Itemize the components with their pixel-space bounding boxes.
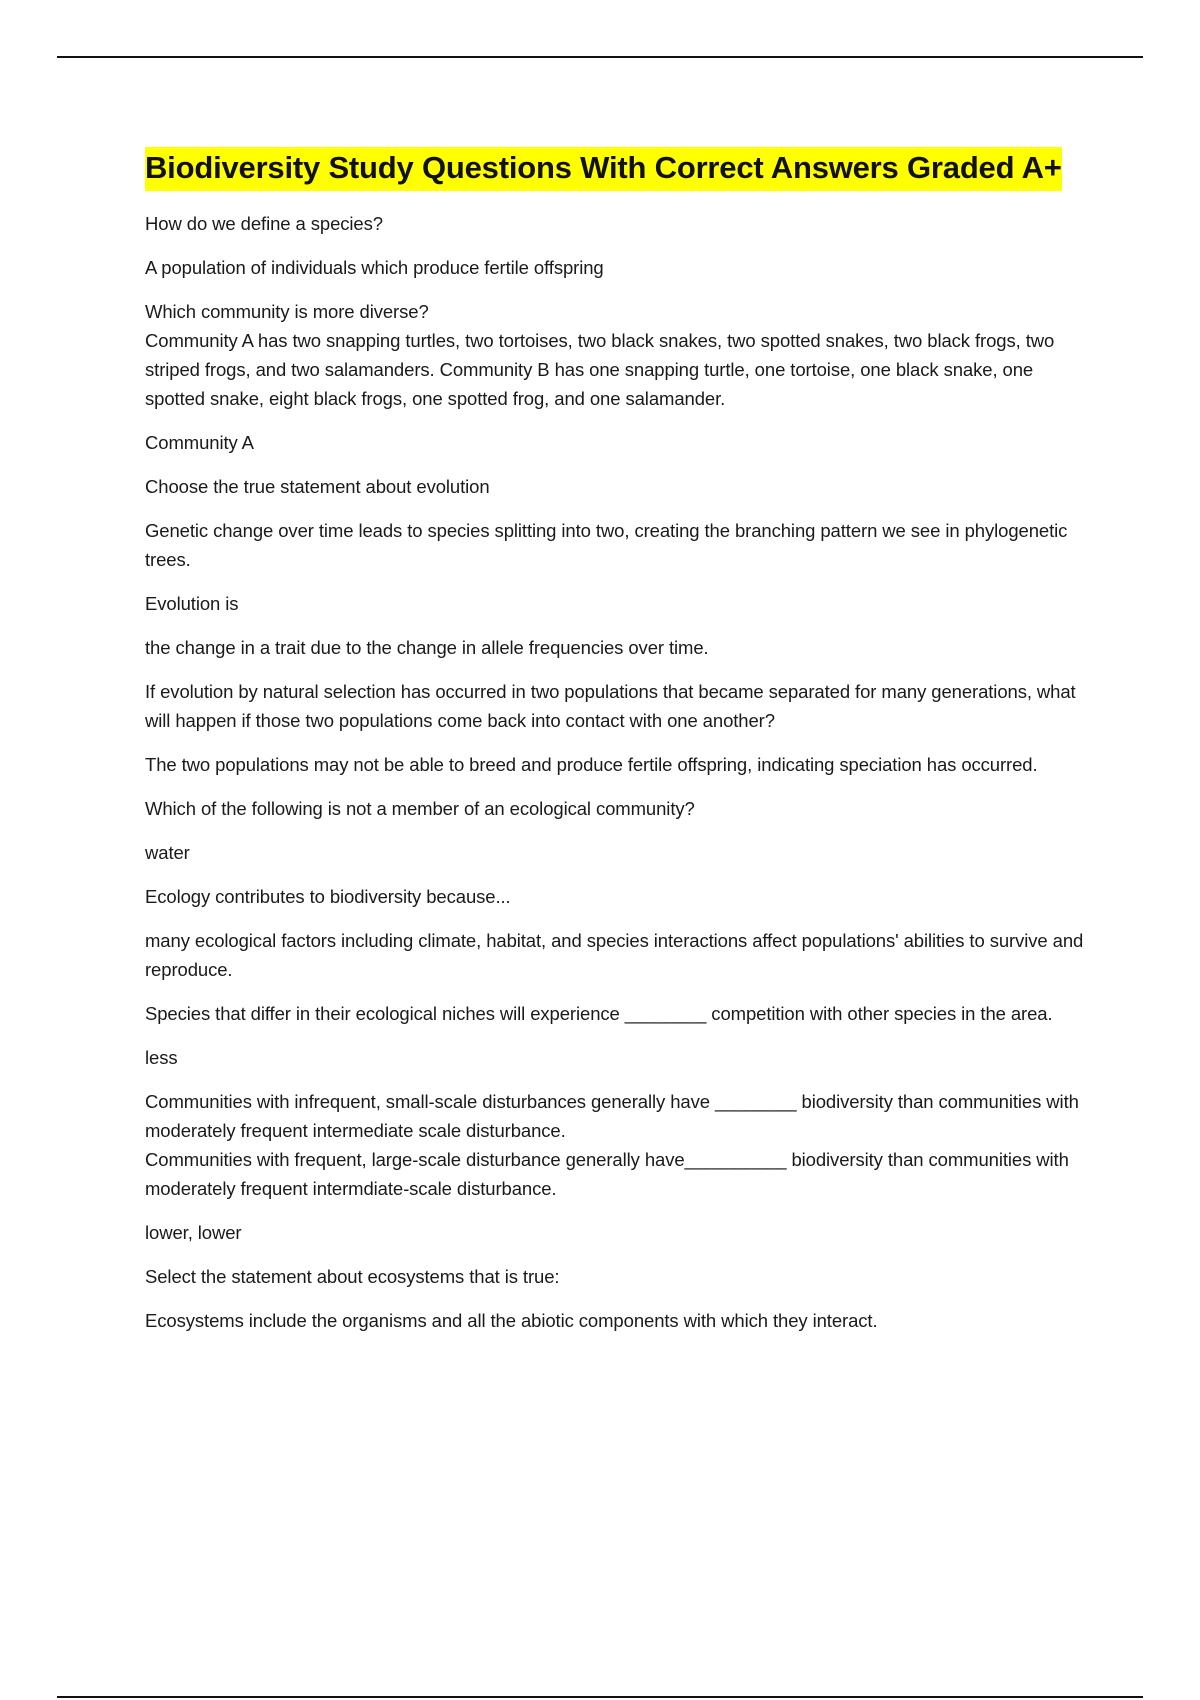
question: Species that differ in their ecological niches will experience ________ competition with other species in the area.	[145, 1003, 1053, 1024]
answer: lower, lower	[145, 1222, 242, 1243]
header-rule	[57, 56, 1143, 58]
answer: less	[145, 1047, 178, 1068]
question: Communities with infrequent, small-scale disturbances generally have ________ biodiversity than communities with moderately frequent intermediate scale disturbance. Communities with frequent, large-scale disturbance generally have__________ biodiversity than communities with moderately frequent intermdiate-scale disturbance.	[145, 1091, 1079, 1199]
document-title: Biodiversity Study Questions With Correct Answers Graded A+	[145, 147, 1062, 191]
question: Ecology contributes to biodiversity because...	[145, 886, 511, 907]
question: How do we define a species?	[145, 213, 383, 234]
answer: the change in a trait due to the change in allele frequencies over time.	[145, 637, 709, 658]
qa-list	[145, 209, 1085, 1335]
answer: Community A	[145, 432, 254, 453]
question: Which community is more diverse? Community A has two snapping turtles, two tortoises, two black snakes, two spotted snakes, two black frogs, two striped frogs, and two salamanders. Community B has one snapping turtle, one tortoise, one black snake, one spotted snake, eight black frogs, one spotted frog, and one salamander.	[145, 301, 1055, 409]
answer: Genetic change over time leads to species splitting into two, creating the branching pattern we see in phylogenetic trees.	[145, 520, 1068, 570]
question: Which of the following is not a member of an ecological community?	[145, 798, 695, 819]
answer: Ecosystems include the organisms and all the abiotic components with which they interact.	[145, 1310, 878, 1331]
answer: A population of individuals which produce fertile offspring	[145, 257, 604, 278]
question: Evolution is	[145, 593, 239, 614]
answer: The two populations may not be able to breed and produce fertile offspring, indicating speciation has occurred.	[145, 754, 1038, 775]
answer: many ecological factors including climate, habitat, and species interactions affect populations' abilities to survive and reproduce.	[145, 930, 1084, 980]
question: Select the statement about ecosystems that is true:	[145, 1266, 560, 1287]
answer: water	[145, 842, 190, 863]
question: Choose the true statement about evolution	[145, 476, 490, 497]
footer-rule	[57, 1696, 1143, 1698]
document-body	[145, 147, 1085, 1350]
question: If evolution by natural selection has occurred in two populations that became separated for many generations, what will happen if those two populations come back into contact with one another?	[145, 681, 1076, 731]
